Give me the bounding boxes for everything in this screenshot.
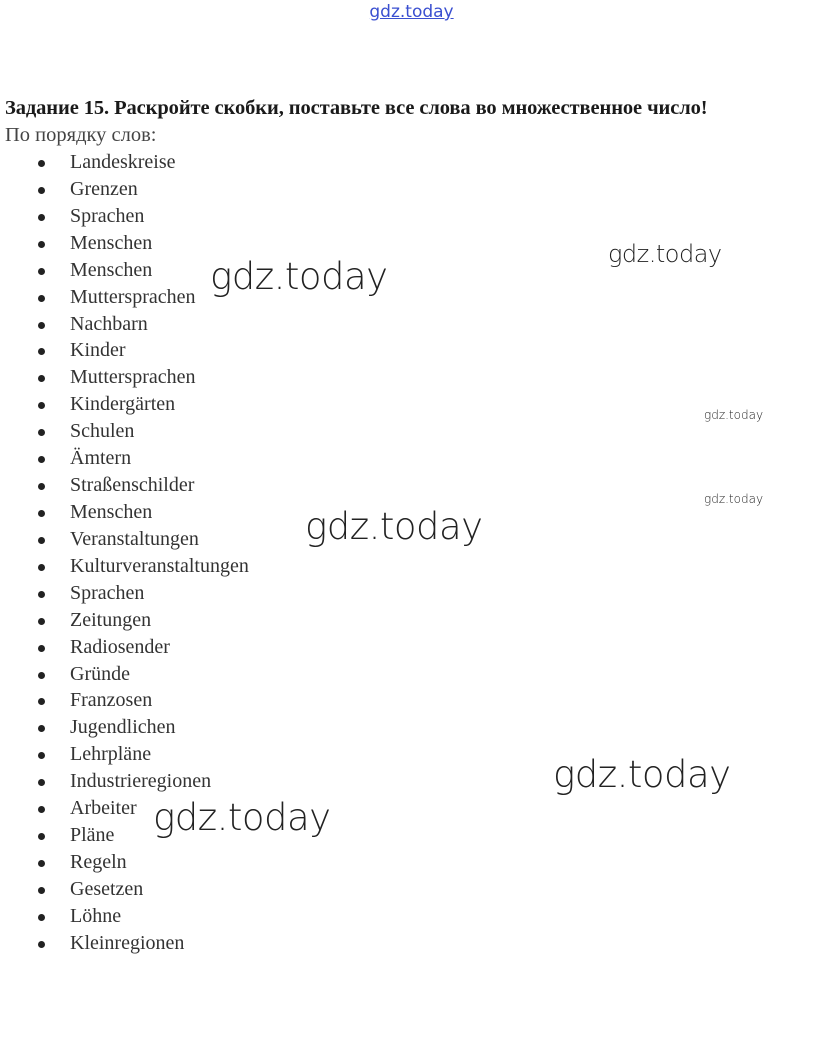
list-item-word: Pläne bbox=[70, 824, 115, 847]
list-item-word: Kleinregionen bbox=[70, 931, 185, 954]
list-item-word: Löhne bbox=[70, 904, 122, 927]
bullet-icon bbox=[38, 483, 45, 490]
bullet-icon bbox=[38, 375, 45, 382]
bullet-icon bbox=[38, 752, 45, 759]
bullet-icon bbox=[38, 618, 45, 625]
list-item-word: Menschen bbox=[70, 258, 153, 281]
bullet-icon bbox=[38, 672, 45, 679]
list-item-word: Kulturveranstaltungen bbox=[70, 554, 249, 577]
watermark-text: gdz.today bbox=[704, 408, 764, 422]
bullet-icon bbox=[38, 160, 45, 167]
watermark-text: gdz.today bbox=[704, 492, 764, 506]
bullet-icon bbox=[38, 914, 45, 921]
bullet-icon bbox=[38, 806, 45, 813]
list-item-word: Gründe bbox=[70, 662, 130, 685]
watermark-text: gdz.today bbox=[608, 240, 722, 268]
bullet-icon bbox=[38, 860, 45, 867]
task-subtitle: По порядку слов: bbox=[5, 124, 157, 146]
bullet-icon bbox=[38, 402, 45, 409]
list-item-word: Muttersprachen bbox=[70, 366, 196, 389]
list-item-word: Regeln bbox=[70, 850, 127, 873]
list-item-word: Schulen bbox=[70, 420, 135, 443]
bullet-icon bbox=[38, 698, 45, 705]
bullet-icon bbox=[38, 268, 45, 275]
bullet-icon bbox=[38, 322, 45, 329]
bullet-icon bbox=[38, 725, 45, 732]
bullet-icon bbox=[38, 214, 45, 221]
list-item-word: Landeskreise bbox=[70, 151, 176, 173]
list-item-word: Gesetzen bbox=[70, 877, 144, 900]
bullet-icon bbox=[38, 591, 45, 598]
list-item-word: Radiosender bbox=[70, 635, 170, 658]
list-item-word: Kinder bbox=[70, 339, 126, 362]
list-item-word: Arbeiter bbox=[70, 797, 137, 820]
bullet-icon bbox=[38, 887, 45, 894]
bullet-icon bbox=[38, 241, 45, 248]
bullet-icon bbox=[38, 187, 45, 194]
list-item-word: Franzosen bbox=[70, 689, 153, 712]
list-item-word: Grenzen bbox=[70, 177, 138, 200]
list-item-word: Jugendlichen bbox=[70, 716, 176, 739]
list-item-word: Nachbarn bbox=[70, 312, 148, 335]
list-item-word: Kindergärten bbox=[70, 393, 176, 416]
list-item-word: Muttersprachen bbox=[70, 285, 196, 308]
watermark-text: gdz.today bbox=[553, 753, 731, 796]
bullet-icon bbox=[38, 537, 45, 544]
bullet-icon bbox=[38, 295, 45, 302]
site-link[interactable]: gdz.today bbox=[369, 2, 454, 22]
list-item-word: Menschen bbox=[70, 500, 153, 523]
bullet-icon bbox=[38, 429, 45, 436]
list-item-word: Straßenschilder bbox=[70, 474, 195, 497]
list-item-word: Industrieregionen bbox=[70, 770, 212, 793]
bullet-icon bbox=[38, 941, 45, 948]
watermark-text: gdz.today bbox=[210, 255, 388, 298]
bullet-icon bbox=[38, 456, 45, 463]
list-item-word: Veranstaltungen bbox=[70, 527, 199, 550]
list-item-word: Menschen bbox=[70, 231, 153, 254]
bullet-icon bbox=[38, 510, 45, 517]
list-item-word: Sprachen bbox=[70, 581, 145, 604]
bullet-icon bbox=[38, 564, 45, 571]
list-item-word: Ämtern bbox=[70, 447, 132, 470]
bullet-icon bbox=[38, 833, 45, 840]
list-item-word: Sprachen bbox=[70, 204, 145, 227]
watermark-text: gdz.today bbox=[153, 796, 331, 839]
list-item-word: Zeitungen bbox=[70, 608, 152, 631]
bullet-icon bbox=[38, 779, 45, 786]
watermark-text: gdz.today bbox=[305, 505, 483, 548]
task-title: Задание 15. Раскройте скобки, поставьте все слова во множественное число! bbox=[5, 97, 708, 119]
list-item-word: Lehrpläne bbox=[70, 743, 152, 766]
bullet-icon bbox=[38, 645, 45, 652]
bullet-icon bbox=[38, 348, 45, 355]
